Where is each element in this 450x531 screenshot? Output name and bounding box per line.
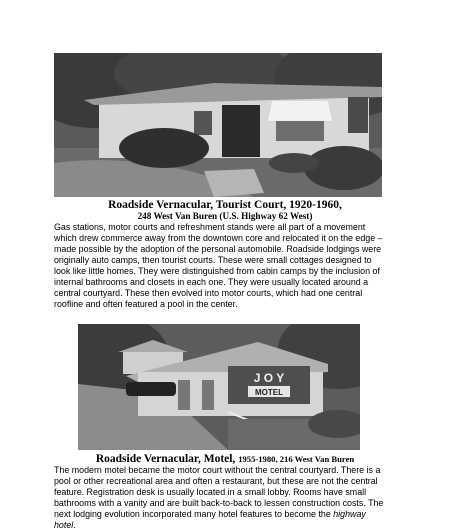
section1-body: Gas stations, motor courts and refreshment stands were all part of a movement which drew commerce away from the downtown core and relocated it on the edge –made possible by the adoption of the personal automobile. Roadside lodgings were originally auto camps, then tourist courts. These were small cottages designed to look like little homes. They were distinguished from cabin camps by the inclusion of internal bathrooms and closets in each one. They were usually located around a central courtyard. These then evolved into motor courts, which had one central roofline and often featured a pool in the center. bbox=[54, 222, 383, 309]
section2-body bbox=[54, 465, 386, 531]
sign-motel: MOTEL bbox=[255, 388, 283, 397]
tourist-court-photo bbox=[54, 53, 382, 197]
joy-motel-photo bbox=[78, 324, 360, 450]
section2-body-end: . bbox=[73, 520, 76, 530]
section2-title-years: 1955-1980, 216 West Van Buren bbox=[238, 454, 355, 464]
sign-joy: J O Y bbox=[253, 371, 285, 385]
section1-title: Roadside Vernacular, Tourist Court, 1920-1960, bbox=[108, 199, 342, 211]
section2-title-main: Roadside Vernacular, Motel, bbox=[95, 453, 236, 465]
section1-address: 248 West Van Buren (U.S. Highway 62 West) bbox=[137, 211, 313, 221]
section2-body-start: The modern motel became the motor court without the central courtyard. There is a pool or other recreational area and often a restaurant, but these are not the central feature. Registration desk is usually located in a small lobby. Rooms have small bathrooms with a vanity and are built back-to-back to lessen construction costs. The next lodging evolution incorporated many hotel features to become the bbox=[54, 465, 384, 519]
section2-body-em: highway hotel bbox=[54, 509, 366, 530]
